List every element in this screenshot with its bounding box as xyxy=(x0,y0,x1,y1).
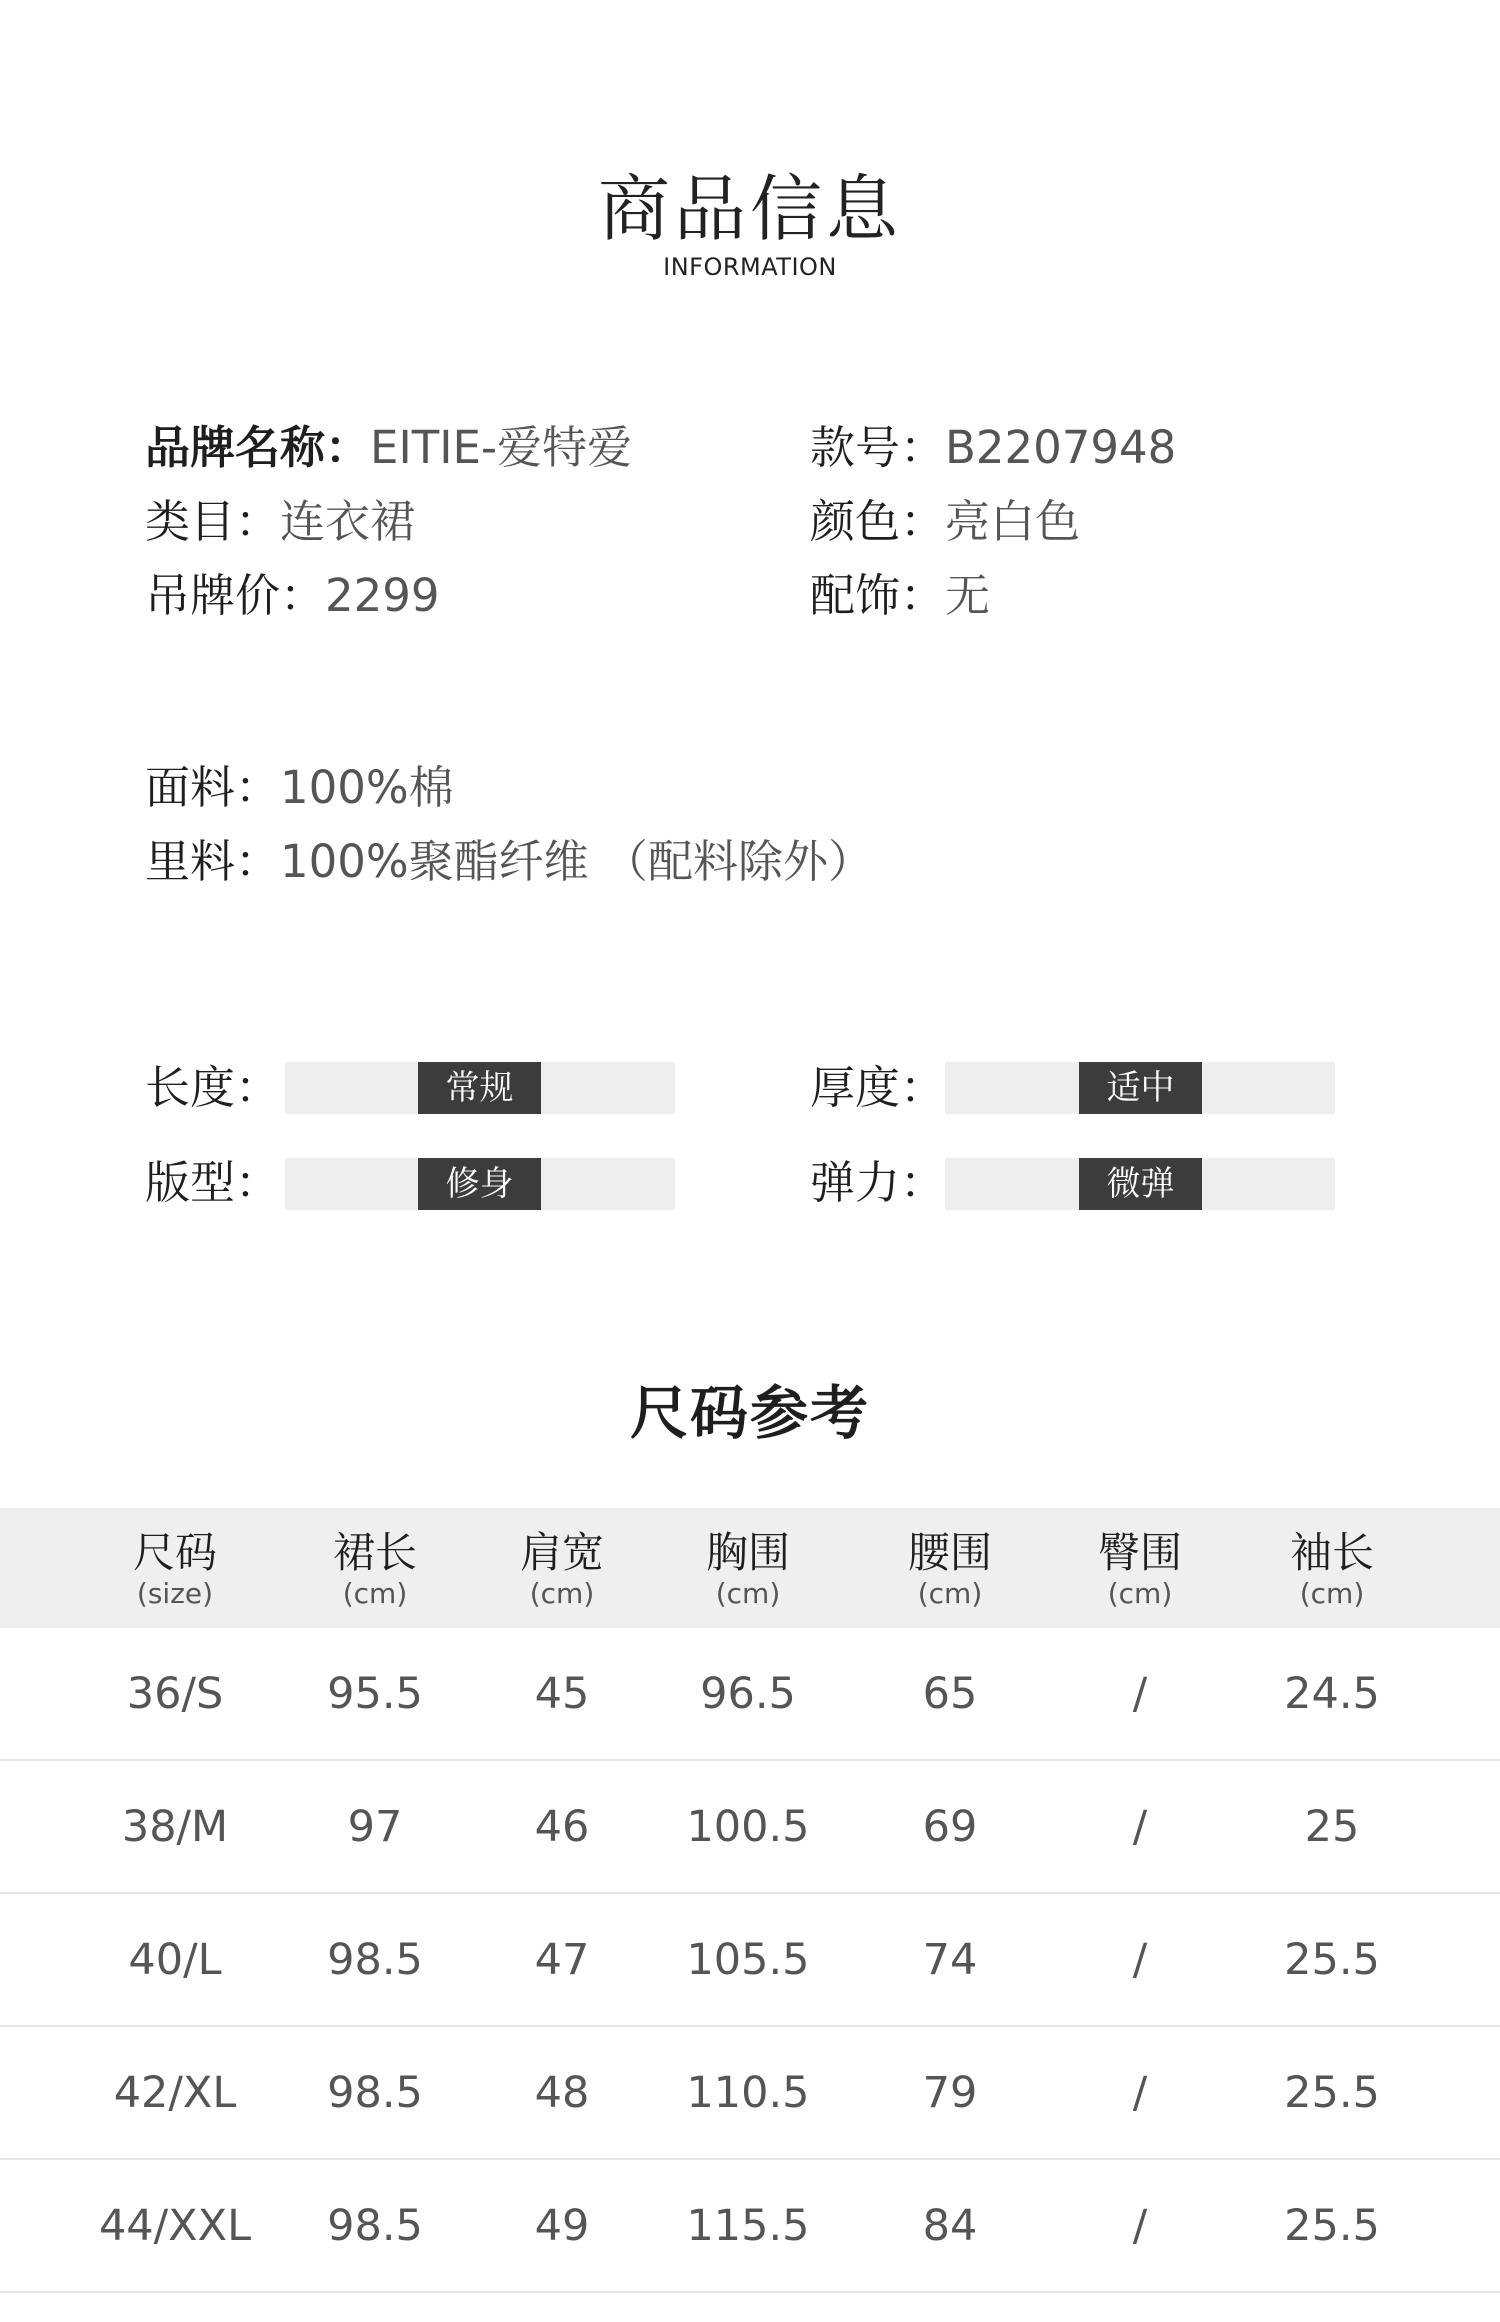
accessory-value: 无 xyxy=(945,569,991,622)
table-cell: 98.5 xyxy=(327,2201,423,2251)
col-header-unit: (cm) xyxy=(1299,1577,1365,1610)
col-header-unit: (cm) xyxy=(342,1577,408,1610)
table-cell: / xyxy=(1132,1669,1148,1719)
col-header-unit: (cm) xyxy=(1107,1577,1173,1610)
lining-fabric-value: 100%聚酯纤维 （配料除外） xyxy=(280,835,873,888)
page-subtitle: INFORMATION xyxy=(663,253,837,281)
col-header-unit: (cm) xyxy=(917,1577,983,1610)
table-cell: 46 xyxy=(534,1802,590,1852)
category-row xyxy=(145,492,415,552)
col-header-unit: (cm) xyxy=(715,1577,781,1610)
table-cell: 115.5 xyxy=(686,2201,810,2251)
table-cell: 48 xyxy=(534,2068,590,2118)
table-cell: 36/S xyxy=(126,1669,224,1719)
accessory-label: 配饰： xyxy=(810,569,946,622)
size-table-title: 尺码参考 xyxy=(629,1379,870,1447)
col-header-name: 尺码 xyxy=(132,1528,217,1577)
lining-fabric-label: 里料： xyxy=(145,835,281,888)
table-cell: 74 xyxy=(922,1935,978,1985)
color-value: 亮白色 xyxy=(945,495,1081,548)
col-header-bust xyxy=(668,1528,828,1610)
table-cell: 65 xyxy=(922,1669,978,1719)
thickness-chip: 适中 xyxy=(1079,1062,1202,1114)
style-no-value: B2207948 xyxy=(945,421,1177,474)
col-header-sleeve xyxy=(1252,1528,1412,1610)
table-cell: 25.5 xyxy=(1284,2068,1380,2118)
outer-fabric-row xyxy=(145,758,454,818)
elasticity-bar xyxy=(945,1158,1335,1210)
table-cell: 95.5 xyxy=(327,1669,423,1719)
col-header-unit: (size) xyxy=(136,1577,214,1610)
table-cell: 42/XL xyxy=(113,2068,237,2118)
col-header-name: 臀围 xyxy=(1097,1528,1182,1577)
table-cell: / xyxy=(1132,2201,1148,2251)
table-cell: 44/XXL xyxy=(98,2201,252,2251)
brand-row xyxy=(145,418,632,478)
table-cell: / xyxy=(1132,1935,1148,1985)
table-cell: 105.5 xyxy=(686,1935,810,1985)
style-no-row xyxy=(810,418,1176,478)
table-cell: 84 xyxy=(922,2201,978,2251)
table-cell: 98.5 xyxy=(327,1935,423,1985)
table-cell: 49 xyxy=(534,2201,590,2251)
outer-fabric-label: 面料： xyxy=(145,761,281,814)
table-cell: / xyxy=(1132,1802,1148,1852)
brand-value: EITIE-爱特爱 xyxy=(370,421,633,474)
table-cell: 40/L xyxy=(128,1935,222,1985)
row-divider xyxy=(0,2291,1500,2293)
table-cell: 98.5 xyxy=(327,2068,423,2118)
table-row xyxy=(0,1894,1500,2027)
table-row xyxy=(0,2160,1500,2293)
table-cell: 47 xyxy=(534,1935,590,1985)
category-label: 类目： xyxy=(145,495,281,548)
table-cell: 24.5 xyxy=(1284,1669,1380,1719)
table-cell: 97 xyxy=(347,1802,403,1852)
price-label: 吊牌价： xyxy=(145,569,326,622)
color-row xyxy=(810,492,1080,552)
col-header-name: 袖长 xyxy=(1289,1528,1374,1577)
table-cell: 45 xyxy=(534,1669,590,1719)
fit-label: 版型： xyxy=(145,1156,281,1209)
table-row xyxy=(0,1761,1500,1894)
accessory-row xyxy=(810,566,990,626)
col-header-size xyxy=(95,1528,255,1610)
table-cell: 69 xyxy=(922,1802,978,1852)
category-value: 连衣裙 xyxy=(280,495,416,548)
brand-label: 品牌名称： xyxy=(145,421,371,474)
table-row xyxy=(0,2027,1500,2160)
length-bar xyxy=(285,1062,675,1114)
table-row xyxy=(0,1628,1500,1761)
length-chip: 常规 xyxy=(418,1062,541,1114)
col-header-name: 胸围 xyxy=(705,1528,790,1577)
table-cell: 25.5 xyxy=(1284,2201,1380,2251)
table-cell: 79 xyxy=(922,2068,978,2118)
lining-fabric-row xyxy=(145,832,873,892)
page-title: 商品信息 xyxy=(597,167,902,251)
fit-chip: 修身 xyxy=(418,1158,541,1210)
col-header-dress-length xyxy=(295,1528,455,1610)
col-header-unit: (cm) xyxy=(529,1577,595,1610)
col-header-name: 腰围 xyxy=(907,1528,992,1577)
table-cell: 38/M xyxy=(121,1802,229,1852)
table-cell: 25 xyxy=(1304,1802,1360,1852)
thickness-label: 厚度： xyxy=(810,1061,946,1114)
thickness-bar xyxy=(945,1062,1335,1114)
color-label: 颜色： xyxy=(810,495,946,548)
table-cell: / xyxy=(1132,2068,1148,2118)
col-header-waist xyxy=(870,1528,1030,1610)
elasticity-label: 弹力： xyxy=(810,1156,946,1209)
col-header-name: 肩宽 xyxy=(519,1528,604,1577)
fit-bar xyxy=(285,1158,675,1210)
style-no-label: 款号： xyxy=(810,421,946,474)
col-header-shoulder xyxy=(482,1528,642,1610)
table-cell: 25.5 xyxy=(1284,1935,1380,1985)
outer-fabric-value: 100%棉 xyxy=(280,761,454,814)
price-value: 2299 xyxy=(325,569,440,622)
table-cell: 100.5 xyxy=(686,1802,810,1852)
elasticity-chip: 微弹 xyxy=(1079,1158,1202,1210)
col-header-name: 裙长 xyxy=(332,1528,417,1577)
length-label: 长度： xyxy=(145,1061,281,1114)
col-header-hip xyxy=(1060,1528,1220,1610)
table-cell: 96.5 xyxy=(700,1669,796,1719)
table-cell: 110.5 xyxy=(686,2068,810,2118)
price-row xyxy=(145,566,440,626)
size-table-header xyxy=(0,1508,1500,1628)
